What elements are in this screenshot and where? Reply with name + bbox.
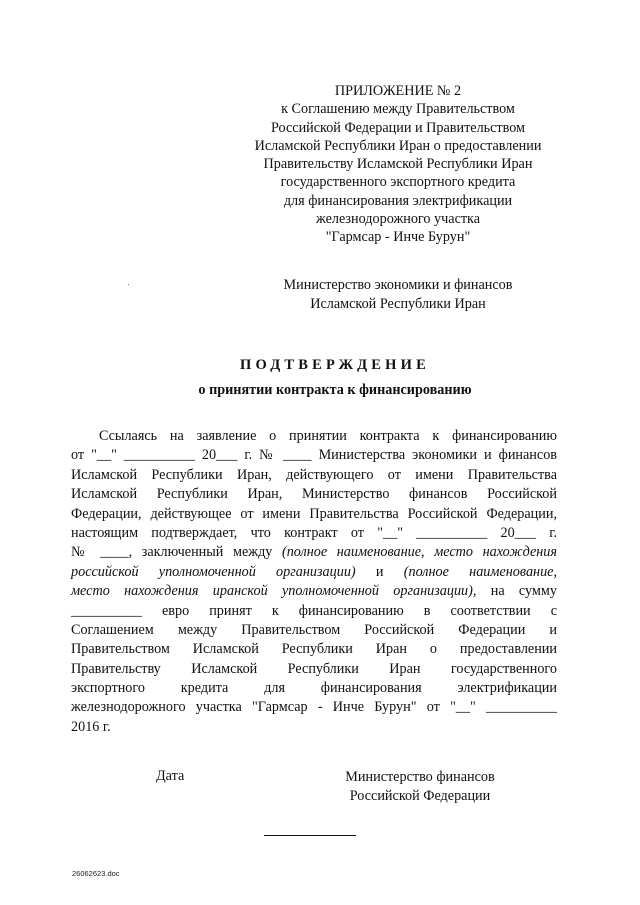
- document-title: ПОДТВЕРЖДЕНИЕ: [240, 357, 430, 373]
- annex-header: [238, 82, 558, 247]
- recipient-line: Исламской Республики Иран: [310, 295, 486, 312]
- body-line-text: № ____, заключенный между: [71, 544, 282, 561]
- annex-line: Исламской Республики Иран о предоставлении: [254, 137, 542, 154]
- body-line: [71, 543, 557, 562]
- annex-line: железнодорожного участка: [315, 211, 481, 228]
- annex-line: Российской Федерации и Правительством: [270, 119, 526, 136]
- body-line: от "__" __________ 20___ г. № ____ Министерства экономики и финансов: [71, 447, 557, 464]
- body-line: настоящим подтверждает, что контракт от "__" __________ 20___ г.: [71, 524, 557, 541]
- annex-line: для финансирования электрификации: [283, 192, 513, 209]
- body-paragraph: [71, 427, 557, 737]
- signatory-line: Российской Федерации: [349, 788, 491, 804]
- body-line: экспортного кредита для финансирования электрификации: [71, 680, 557, 697]
- body-line: [71, 563, 557, 582]
- body-line: Федерации, действующее от имени Правительства Российской Федерации,: [71, 505, 557, 522]
- scan-speck: [128, 284, 129, 285]
- body-line: __________ евро принят к финансированию в соответствии с: [71, 602, 557, 619]
- signatory-line: Министерство финансов: [345, 769, 495, 785]
- body-line: Правительству Исламской Республики Иран государственного: [71, 660, 557, 677]
- body-line: железнодорожного участка "Гармсар - Инче Бурун" от "__" __________: [71, 699, 557, 716]
- body-line-italic: (полное наименование, место нахождения: [281, 544, 557, 561]
- annex-line: государственного экспортного кредита: [280, 174, 516, 191]
- body-line-italic: место нахождения иранской уполномоченной организации): [71, 583, 473, 600]
- annex-line: к Соглашению между Правительством: [281, 101, 515, 118]
- body-line: Соглашением между Правительством Российской Федерации и: [71, 621, 557, 638]
- body-line-text: , на сумму: [472, 583, 557, 600]
- body-line-italic: российской уполномоченной организации): [71, 563, 356, 580]
- recipient-line: Министерство экономики и финансов: [283, 277, 513, 293]
- document-reference: 26062623.doc: [72, 869, 120, 878]
- document-subtitle: о принятии контракта к финансированию: [198, 382, 472, 398]
- body-line-text: и: [355, 563, 404, 580]
- recipient-block: [258, 276, 538, 313]
- body-line: Исламской Республики Иран, действующего от имени Правительства: [71, 466, 557, 483]
- signatory-block: [320, 768, 520, 806]
- body-line: Исламской Республики Иран, Министерство финансов Российской: [71, 486, 557, 503]
- annex-line: "Гармсар - Инче Бурун": [325, 229, 471, 246]
- date-label: Дата: [156, 768, 185, 784]
- body-line-italic: (полное наименование,: [403, 563, 558, 580]
- annex-title: ПРИЛОЖЕНИЕ № 2: [334, 83, 462, 99]
- signature-line: [264, 835, 356, 836]
- body-line: 2016 г.: [71, 718, 111, 735]
- body-line: [71, 582, 557, 601]
- body-line: Правительством Исламской Республики Иран о предоставлении: [71, 641, 557, 658]
- annex-line: Правительству Исламской Республики Иран: [263, 156, 533, 173]
- body-line: Ссылаясь на заявление о принятии контракта к финансированию: [99, 428, 557, 444]
